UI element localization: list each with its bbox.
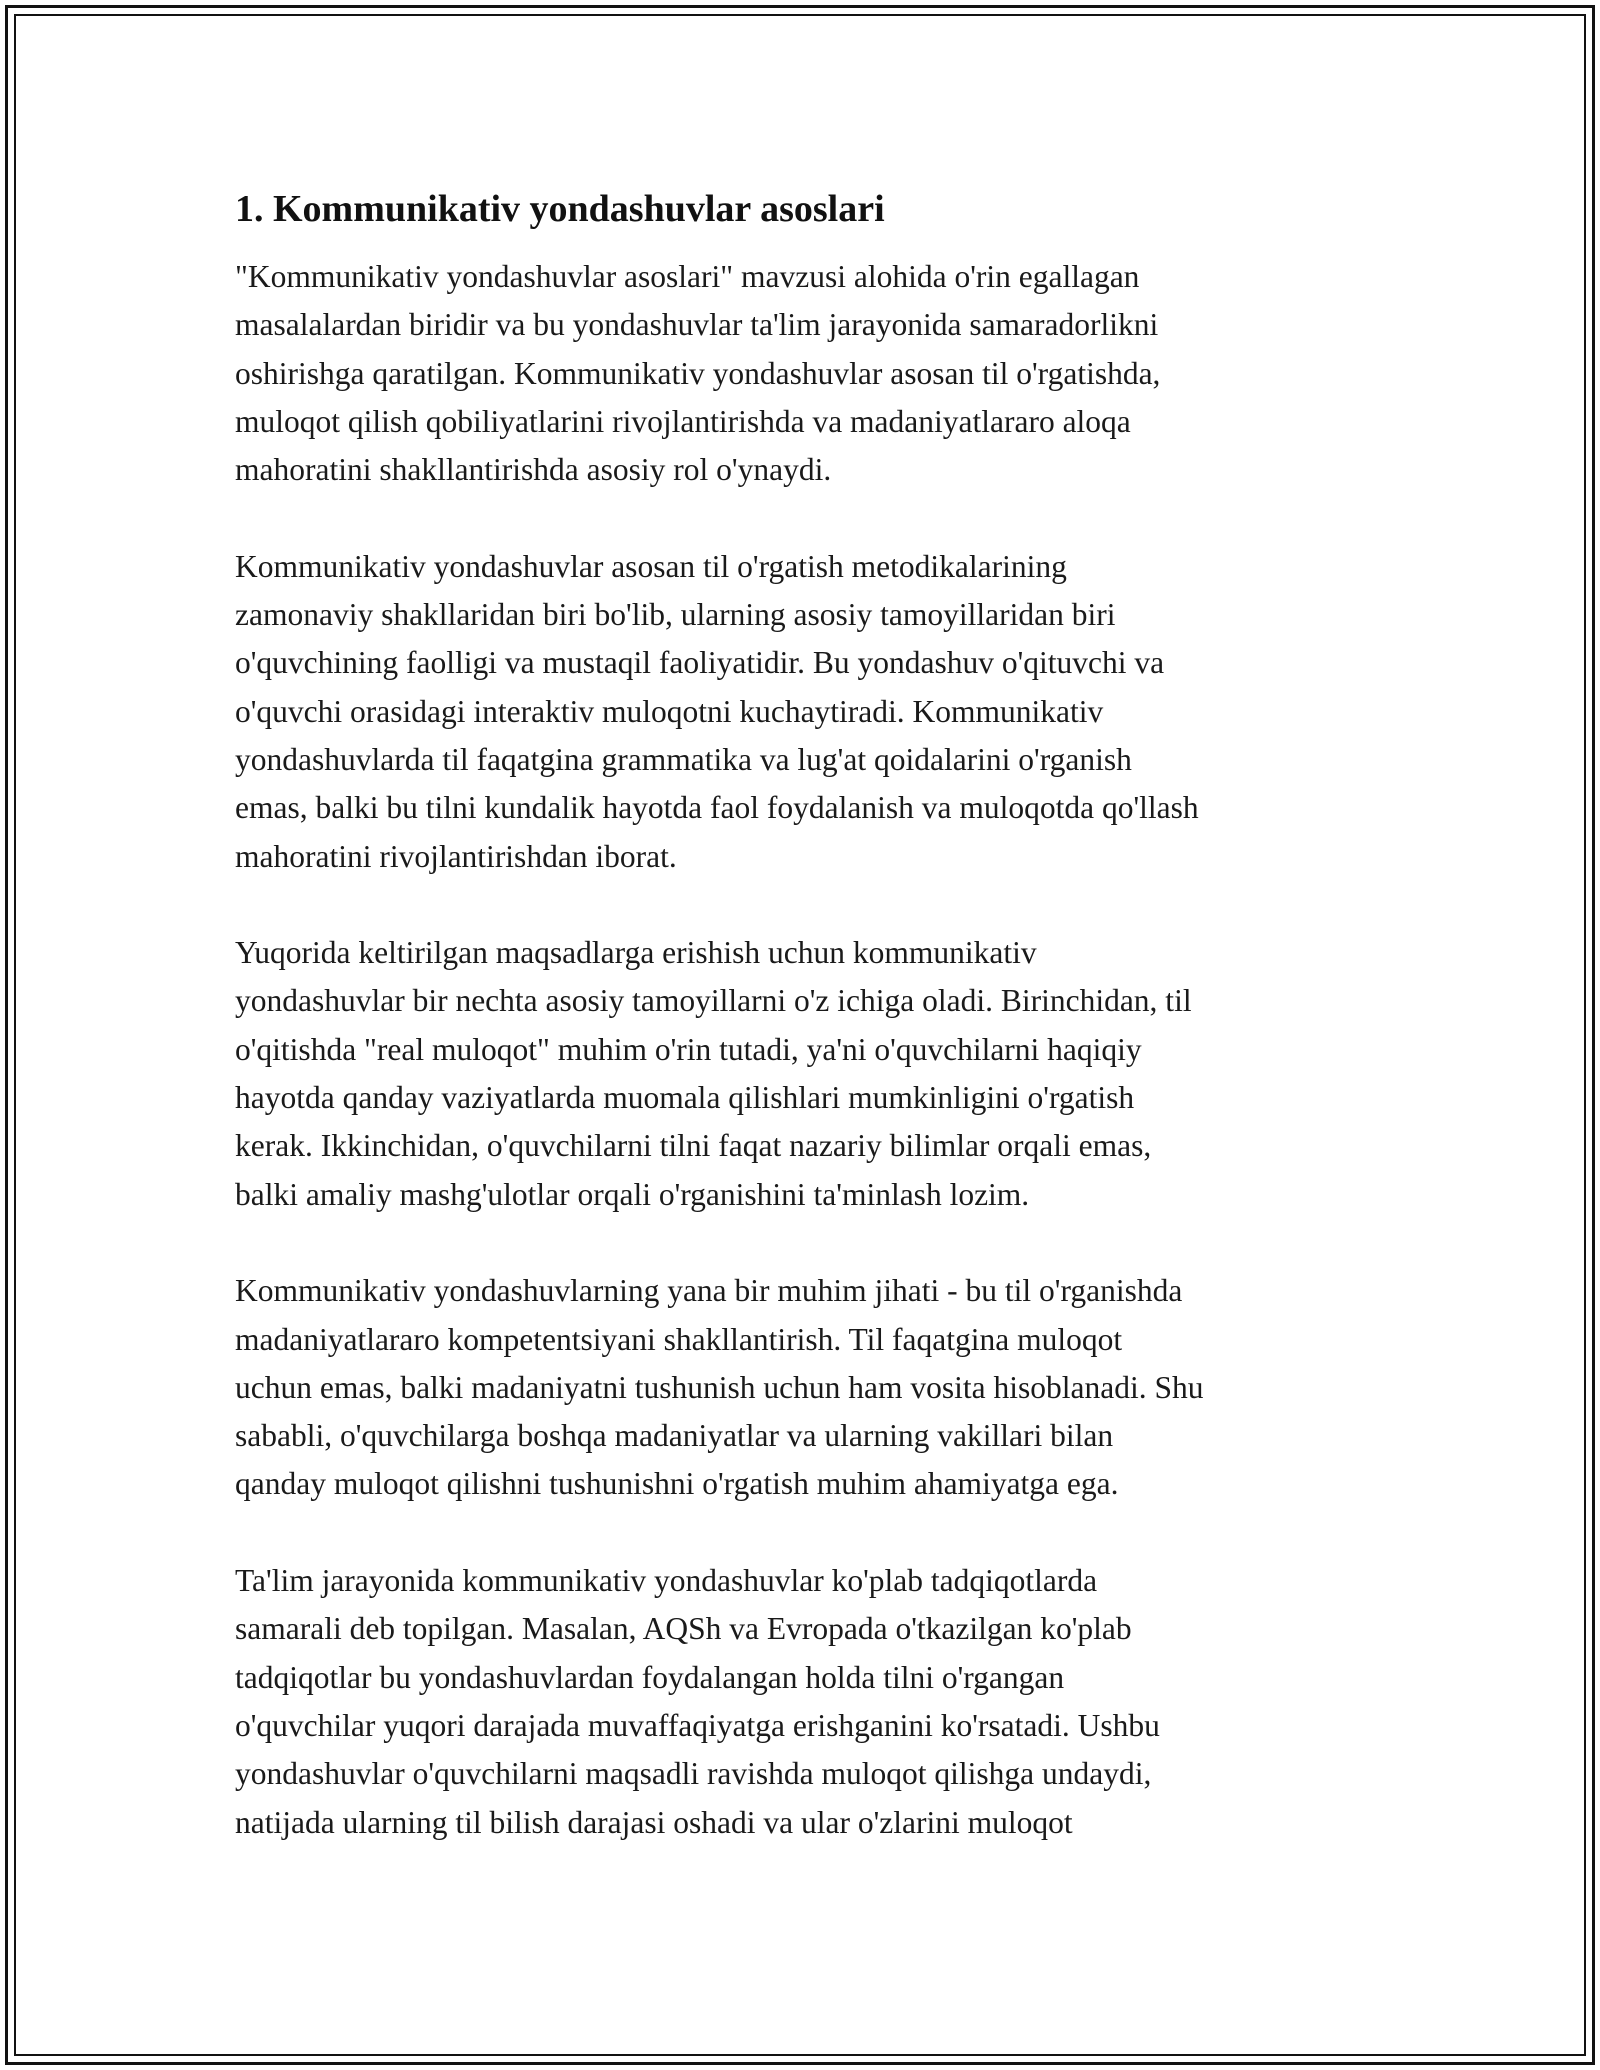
text-line: tadqiqotlar bu yondashuvlardan foydalangan holda tilni o'rgangan	[235, 1659, 1065, 1695]
paragraph-4	[235, 1267, 1375, 1508]
text-line: yondashuvlar o'quvchilarni maqsadli ravishda muloqot qilishga undaydi,	[235, 1756, 1152, 1792]
text-line: zamonaviy shakllaridan biri bo'lib, ularning asosiy tamoyillaridan biri	[235, 597, 1116, 633]
section-heading: 1. Kommunikativ yondashuvlar asoslari	[235, 188, 885, 230]
text-line: o'quvchi orasidagi interaktiv muloqotni kuchaytiradi. Kommunikativ	[235, 693, 1104, 729]
text-line: madaniyatlararo kompetentsiyani shakllantirish. Til faqatgina muloqot	[235, 1321, 1123, 1357]
text-line: oshirishga qaratilgan. Kommunikativ yondashuvlar asosan til o'rgatishda,	[235, 355, 1161, 391]
text-line: uchun emas, balki madaniyatni tushunish uchun ham vosita hisoblanadi. Shu	[235, 1369, 1204, 1405]
paragraph-list	[235, 253, 1375, 1847]
text-line: natijada ularning til bilish darajasi oshadi va ular o'zlarini muloqot	[235, 1804, 1073, 1840]
text-line: o'qitishda "real muloqot" muhim o'rin tutadi, ya'ni o'quvchilarni haqiqiy	[235, 1031, 1142, 1067]
text-line: Ta'lim jarayonida kommunikativ yondashuvlar ko'plab tadqiqotlarda	[235, 1563, 1098, 1599]
text-line: Yuqorida keltirilgan maqsadlarga erishish uchun kommunikativ	[235, 935, 1037, 971]
text-line: o'quvchilar yuqori darajada muvaffaqiyatga erishganini ko'rsatadi. Ushbu	[235, 1707, 1160, 1743]
text-line: balki amaliy mashg'ulotlar orqali o'rganishini ta'minlash lozim.	[235, 1176, 1030, 1212]
paragraph-1	[235, 253, 1375, 494]
text-line: hayotda qanday vaziyatlarda muomala qilishlari mumkinligini o'rgatish	[235, 1080, 1135, 1116]
text-line: sababli, o'quvchilarga boshqa madaniyatlar va ularning vakillari bilan	[235, 1418, 1114, 1454]
text-line: "Kommunikativ yondashuvlar asoslari" mavzusi alohida o'rin egallagan	[235, 259, 1140, 294]
text-line: qanday muloqot qilishni tushunishni o'rgatish muhim ahamiyatga ega.	[235, 1466, 1119, 1502]
text-line: o'quvchining faolligi va mustaqil faoliyatidir. Bu yondashuv o'qituvchi va	[235, 645, 1165, 681]
text-line: kerak. Ikkinchidan, o'quvchilarni tilni faqat nazariy bilimlar orqali emas,	[235, 1128, 1152, 1164]
paragraph-5	[235, 1557, 1375, 1847]
text-line: yondashuvlarda til faqatgina grammatika va lug'at qoidalarini o'rganish	[235, 741, 1132, 777]
paragraph-2	[235, 543, 1375, 881]
text-line: muloqot qilish qobiliyatlarini rivojlantirishda va madaniyatlararo aloqa	[235, 403, 1131, 439]
text-line: Kommunikativ yondashuvlar asosan til o'rgatish metodikalarining	[235, 548, 1067, 584]
text-line: masalalardan biridir va bu yondashuvlar ta'lim jarayonida samaradorlikni	[235, 307, 1159, 343]
document-body	[235, 185, 1375, 1895]
text-line: yondashuvlar bir nechta asosiy tamoyillarni o'z ichiga oladi. Birinchidan, til	[235, 983, 1192, 1019]
paragraph-3	[235, 929, 1375, 1219]
text-line: mahoratini shakllantirishda asosiy rol o'ynaydi.	[235, 452, 832, 488]
text-line: mahoratini rivojlantirishdan iborat.	[235, 838, 677, 874]
text-line: emas, balki bu tilni kundalik hayotda faol foydalanish va muloqotda qo'llash	[235, 790, 1199, 826]
text-line: Kommunikativ yondashuvlarning yana bir muhim jihati - bu til o'rganishda	[235, 1273, 1183, 1309]
text-line: samarali deb topilgan. Masalan, AQSh va Evropada o'tkazilgan ko'plab	[235, 1611, 1132, 1647]
